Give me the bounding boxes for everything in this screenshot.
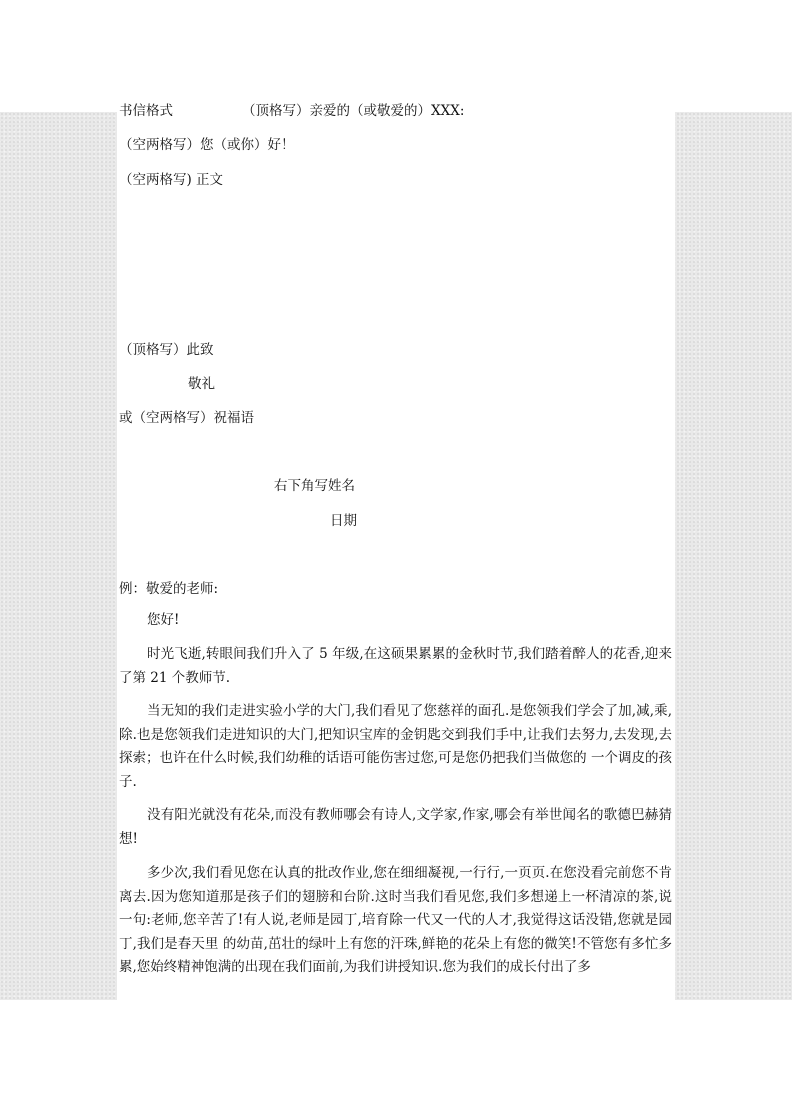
example-paragraph: 多少次,我们看见您在认真的批改作业,您在细细凝视,一行行,一页页.在您没看完前您不肯离去.因为您知道那是孩子们的翅膀和台阶.这时当我们看见您,我们多想递上一杯清凉的茶,说一句:老师,您辛苦了!有人说,老师是园丁,培育除一代又一代的人才,我觉得这话没错,您就是园丁,我们是春天里 的幼苗,茁壮的绿叶上有您的汗珠,鲜艳的花朵上有您的微笑!不管您有多忙多累,您始终精神饱满的出现在我们面前,为我们讲授知识.您为我们的成长付出了多	[119, 865, 672, 975]
format-greeting: （空两格写）您（或你）好！	[119, 137, 295, 153]
example-salutation: 例：敬爱的老师:	[119, 581, 219, 597]
format-blessing: 或（空两格写）祝福语	[119, 410, 254, 426]
format-regards: 敬礼	[188, 376, 215, 392]
format-body: （空两格写) 正文	[119, 172, 224, 188]
example-paragraph: 没有阳光就没有花朵,而没有教师哪会有诗人,文学家,作家,哪会有举世闻名的歌德巴赫猜想!	[119, 807, 672, 847]
example-paragraph: 时光飞逝,转眼间我们升入了 5 年级,在这硕果累累的金秋时节,我们踏着醉人的花香,迎来了第 21 个教师节.	[119, 646, 672, 686]
example-greeting: 您好!	[147, 612, 180, 628]
format-salutation: （顶格写）亲爱的（或敬爱的）XXX:	[242, 103, 465, 119]
format-label: 书信格式	[119, 103, 173, 119]
example-paragraph: 当无知的我们走进实验小学的大门,我们看见了您慈祥的面孔.是您领我们学会了加,减,乘,除.也是您领我们走进知识的大门,把知识宝库的金钥匙交到我们手中,让我们去努力,去发现,去探索；也许在什么时候,我们幼稚的话语可能伤害过您,可是您仍把我们当做您的 一个调皮的孩子.	[119, 703, 672, 790]
format-closing: （顶格写）此致	[119, 342, 214, 358]
format-signature: 右下角写姓名	[274, 478, 355, 494]
format-date: 日期	[330, 513, 357, 529]
